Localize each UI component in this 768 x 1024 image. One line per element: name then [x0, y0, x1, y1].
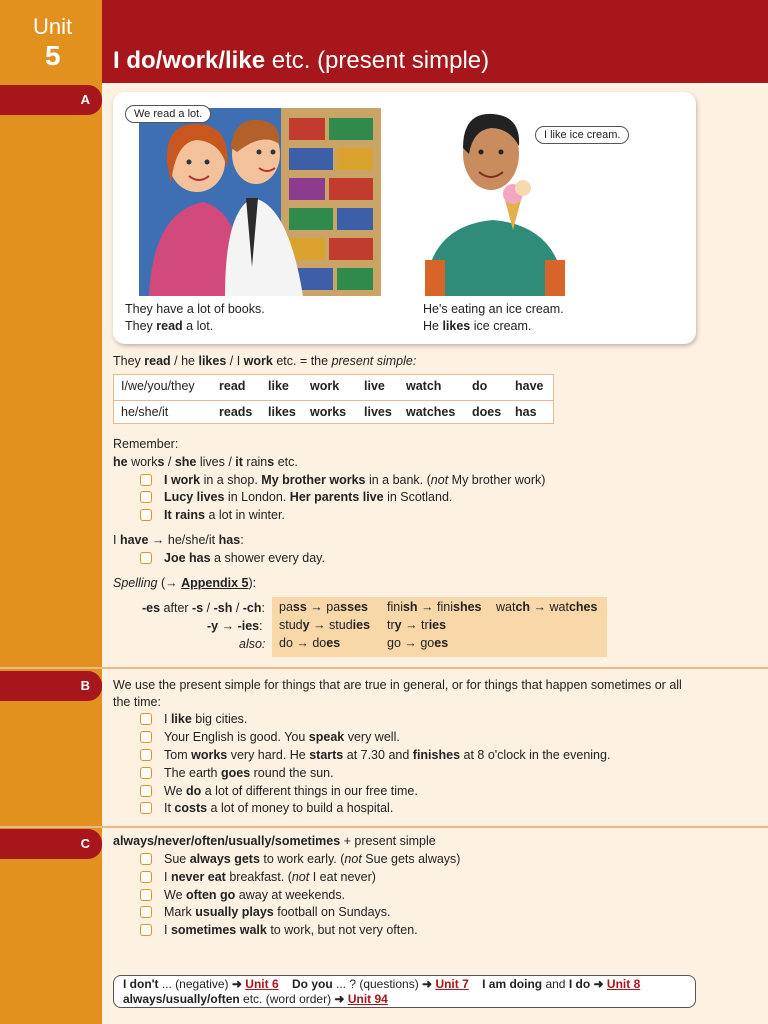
list-item: I never eat breakfast. (not I eat never)	[140, 869, 376, 886]
checkbox-icon[interactable]	[140, 924, 152, 936]
appendix-link[interactable]: Appendix 5	[181, 576, 249, 590]
verb-table	[113, 374, 554, 424]
arrow-icon: ➜	[334, 992, 345, 1006]
intro-sentence: They read / he likes / I work etc. = the present simple:	[113, 354, 417, 368]
speech-bubble-boy: I like ice cream.	[535, 126, 629, 144]
list-item: Sue always gets to work early. (not Sue gets always)	[140, 851, 460, 868]
list-item: I like big cities.	[140, 711, 247, 728]
spelling-example: try → tries	[387, 618, 447, 632]
unit-7-link[interactable]: Unit 7	[435, 977, 469, 991]
spelling-example: study → studies	[279, 618, 371, 632]
list-item: Lucy lives in London. Her parents live in Scotland.	[140, 489, 452, 506]
section-b-intro: We use the present simple for things that are true in general, or for things that happen sometimes or all	[113, 678, 682, 692]
list-item: I sometimes walk to work, but not very often.	[140, 922, 418, 939]
arrow-icon: ➜	[593, 977, 604, 991]
checkbox-icon[interactable]	[140, 731, 152, 743]
page-title: I do/work/like etc. (present simple)	[113, 47, 490, 74]
checkbox-icon[interactable]	[140, 785, 152, 797]
cross-reference-box: I don't ... (negative) ➜ Unit 6 Do you ... ? (questions) ➜ Unit 7 I am doing and I do ➜ Unit 8 always/usually/often etc. (word order) ➜ Unit 94	[113, 975, 696, 1008]
spelling-example: watch → watches	[496, 600, 598, 614]
list-item: Your English is good. You speak very well.	[140, 729, 400, 746]
remember-label: Remember:	[113, 437, 179, 451]
checkbox-icon[interactable]	[140, 713, 152, 725]
list-item: We do a lot of different things in our free time.	[140, 783, 418, 800]
unit-word: Unit	[33, 14, 73, 39]
section-divider	[0, 667, 768, 669]
checkbox-icon[interactable]	[140, 871, 152, 883]
list-item: We often go away at weekends.	[140, 887, 345, 904]
list-item: The earth goes round the sun.	[140, 765, 334, 782]
list-item: I work in a shop. My brother works in a bank. (not My brother work)	[140, 472, 545, 489]
checkbox-icon[interactable]	[140, 749, 152, 761]
spelling-example: finish → finishes	[387, 600, 482, 614]
illustration-panel	[113, 92, 696, 344]
checkbox-icon[interactable]	[140, 802, 152, 814]
unit-label	[0, 0, 102, 82]
spelling-label: Spelling (→ Appendix 5):	[113, 576, 257, 590]
unit-94-link[interactable]: Unit 94	[347, 992, 388, 1006]
section-b-intro-cont: the time:	[113, 695, 161, 709]
section-tab-a[interactable]: A	[0, 85, 102, 115]
list-item: It rains a lot in winter.	[140, 507, 285, 524]
list-item: Tom works very hard. He starts at 7.30 and finishes at 8 o'clock in the evening.	[140, 747, 610, 764]
list-item: It costs a lot of money to build a hospital.	[140, 800, 393, 817]
checkbox-icon[interactable]	[140, 474, 152, 486]
spelling-rule-ies: -y → -ies:	[207, 619, 263, 633]
checkbox-icon[interactable]	[140, 491, 152, 503]
remember-rule: he works / she lives / it rains etc.	[113, 455, 298, 469]
caption-left: They have a lot of books. They read a lot.	[125, 302, 265, 333]
speech-bubble-couple: We read a lot.	[125, 105, 211, 123]
list-item: Joe has a shower every day.	[140, 550, 325, 567]
spelling-example: go → goes	[387, 636, 449, 650]
unit-8-link[interactable]: Unit 8	[606, 977, 641, 991]
arrow-icon: ➜	[231, 977, 242, 991]
unit-6-link[interactable]: Unit 6	[245, 977, 279, 991]
checkbox-icon[interactable]	[140, 906, 152, 918]
spelling-rule-es: -es after -s / -sh / -ch:	[142, 601, 265, 615]
unit-number: 5	[45, 40, 61, 71]
table-row: I/we/you/they read like work live watch do have	[121, 379, 544, 393]
list-item: Mark usually plays football on Sundays.	[140, 904, 391, 921]
checkbox-icon[interactable]	[140, 853, 152, 865]
have-rule: I have → he/she/it has:	[113, 533, 244, 547]
section-c-heading: always/never/often/usually/sometimes + present simple	[113, 834, 436, 848]
spelling-example: pass → passes	[279, 600, 368, 614]
spelling-rule-also: also:	[239, 637, 266, 651]
table-row: he/she/it reads likes works lives watches does has	[114, 400, 553, 424]
sidebar	[0, 0, 102, 1024]
section-tab-b[interactable]: B	[0, 671, 102, 701]
section-divider	[0, 826, 768, 828]
caption-right: He's eating an ice cream. He likes ice cream.	[423, 302, 564, 333]
checkbox-icon[interactable]	[140, 767, 152, 779]
arrow-icon: ➜	[422, 977, 433, 991]
section-tab-c[interactable]: C	[0, 829, 102, 859]
spelling-example: do → does	[279, 636, 341, 650]
checkbox-icon[interactable]	[140, 552, 152, 564]
checkbox-icon[interactable]	[140, 889, 152, 901]
checkbox-icon[interactable]	[140, 509, 152, 521]
